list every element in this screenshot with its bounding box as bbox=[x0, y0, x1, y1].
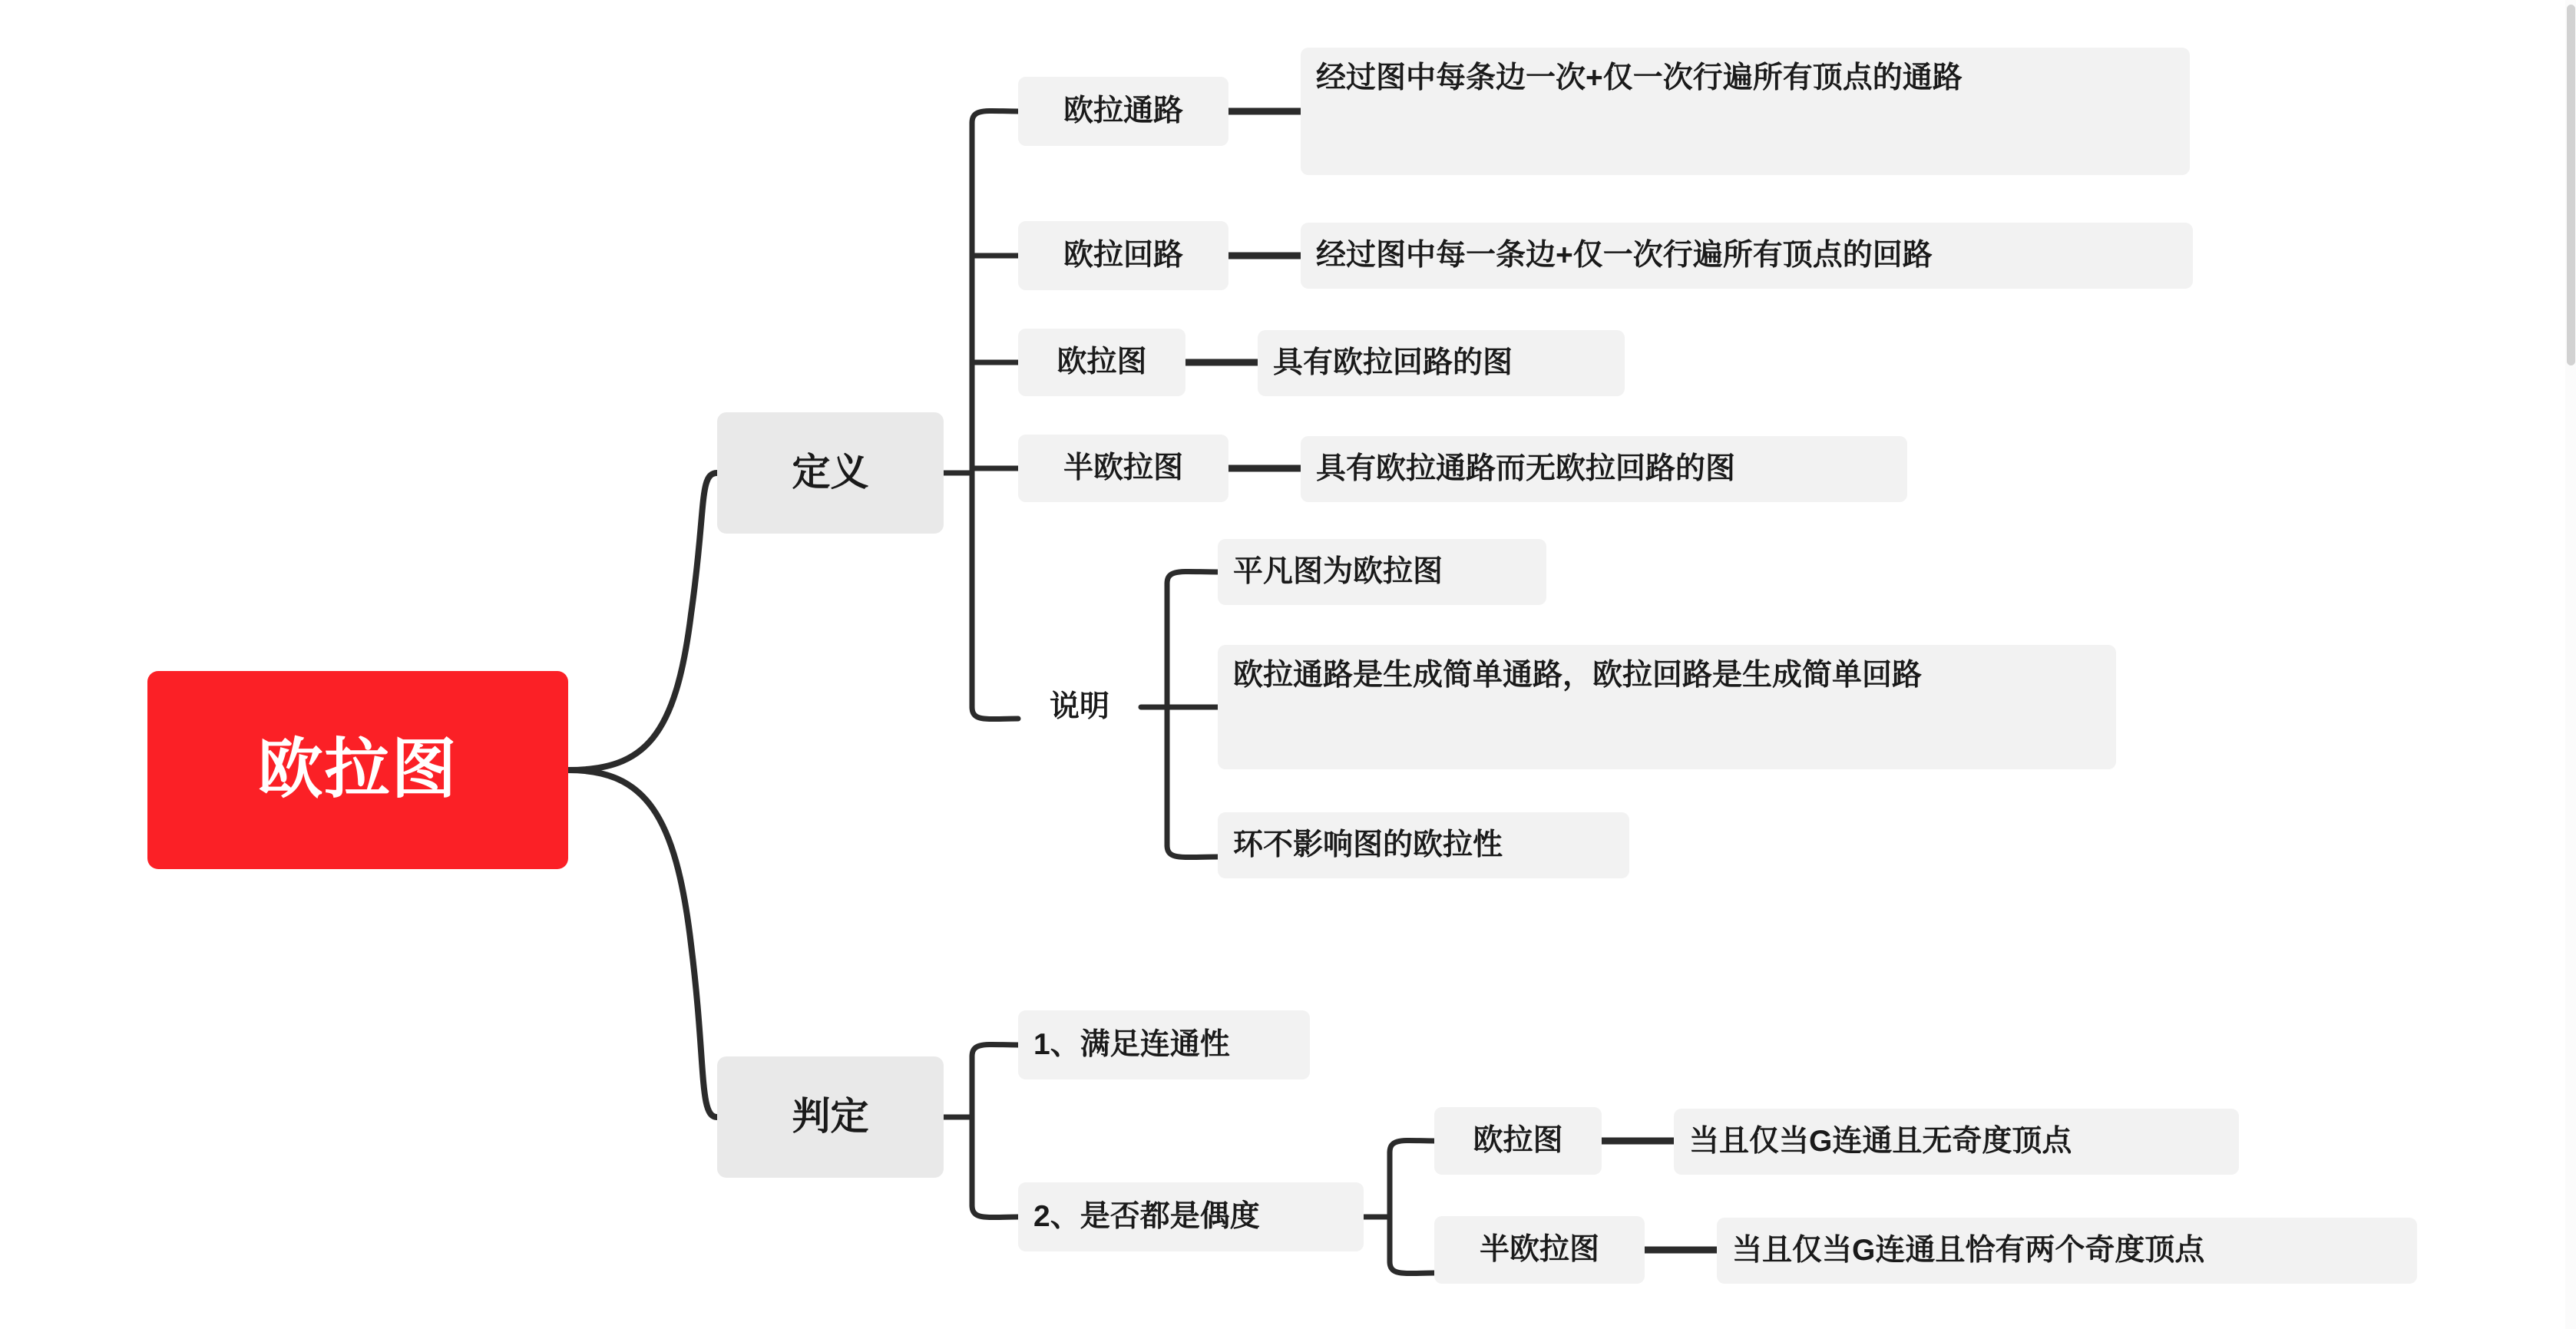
branch-node-criteria[interactable]: 判定 bbox=[717, 1056, 944, 1178]
topic-node-criteria-semi-euler-graph[interactable]: 半欧拉图 bbox=[1434, 1216, 1645, 1284]
topic-node-notes[interactable]: 说明 bbox=[1049, 689, 1109, 723]
leaf-node-semi-euler-graph-desc[interactable]: 具有欧拉通路而无欧拉回路的图 bbox=[1301, 436, 1907, 502]
branch-node-definition[interactable]: 定义 bbox=[717, 412, 944, 534]
leaf-node-note-loop[interactable]: 环不影响图的欧拉性 bbox=[1218, 812, 1629, 878]
topic-node-euler-graph[interactable]: 欧拉图 bbox=[1018, 329, 1185, 396]
leaf-node-criteria-euler-graph-desc[interactable]: 当且仅当G连通且无奇度顶点 bbox=[1674, 1109, 2239, 1175]
leaf-node-note-spanning[interactable]: 欧拉通路是生成简单通路，欧拉回路是生成简单回路 bbox=[1218, 645, 2116, 769]
vertical-scrollbar-track[interactable] bbox=[2565, 0, 2576, 1329]
topic-node-criteria-euler-graph[interactable]: 欧拉图 bbox=[1434, 1107, 1602, 1175]
topic-node-semi-euler-graph[interactable]: 半欧拉图 bbox=[1018, 435, 1228, 502]
topic-node-even-degree[interactable]: 2、是否都是偶度 bbox=[1018, 1182, 1364, 1251]
topic-node-euler-path[interactable]: 欧拉通路 bbox=[1018, 77, 1228, 146]
vertical-scrollbar-thumb[interactable] bbox=[2567, 5, 2575, 365]
leaf-node-euler-graph-desc[interactable]: 具有欧拉回路的图 bbox=[1258, 330, 1625, 396]
topic-node-connectivity[interactable]: 1、满足连通性 bbox=[1018, 1010, 1310, 1079]
leaf-node-euler-circuit-desc[interactable]: 经过图中每一条边+仅一次行遍所有顶点的回路 bbox=[1301, 223, 2193, 289]
leaf-node-note-trivial-graph[interactable]: 平凡图为欧拉图 bbox=[1218, 539, 1546, 605]
leaf-node-criteria-semi-euler-graph-desc[interactable]: 当且仅当G连通且恰有两个奇度顶点 bbox=[1717, 1218, 2417, 1284]
leaf-node-euler-path-desc[interactable]: 经过图中每条边一次+仅一次行遍所有顶点的通路 bbox=[1301, 48, 2190, 175]
root-node[interactable]: 欧拉图 bbox=[147, 671, 568, 869]
topic-node-euler-circuit[interactable]: 欧拉回路 bbox=[1018, 221, 1228, 290]
